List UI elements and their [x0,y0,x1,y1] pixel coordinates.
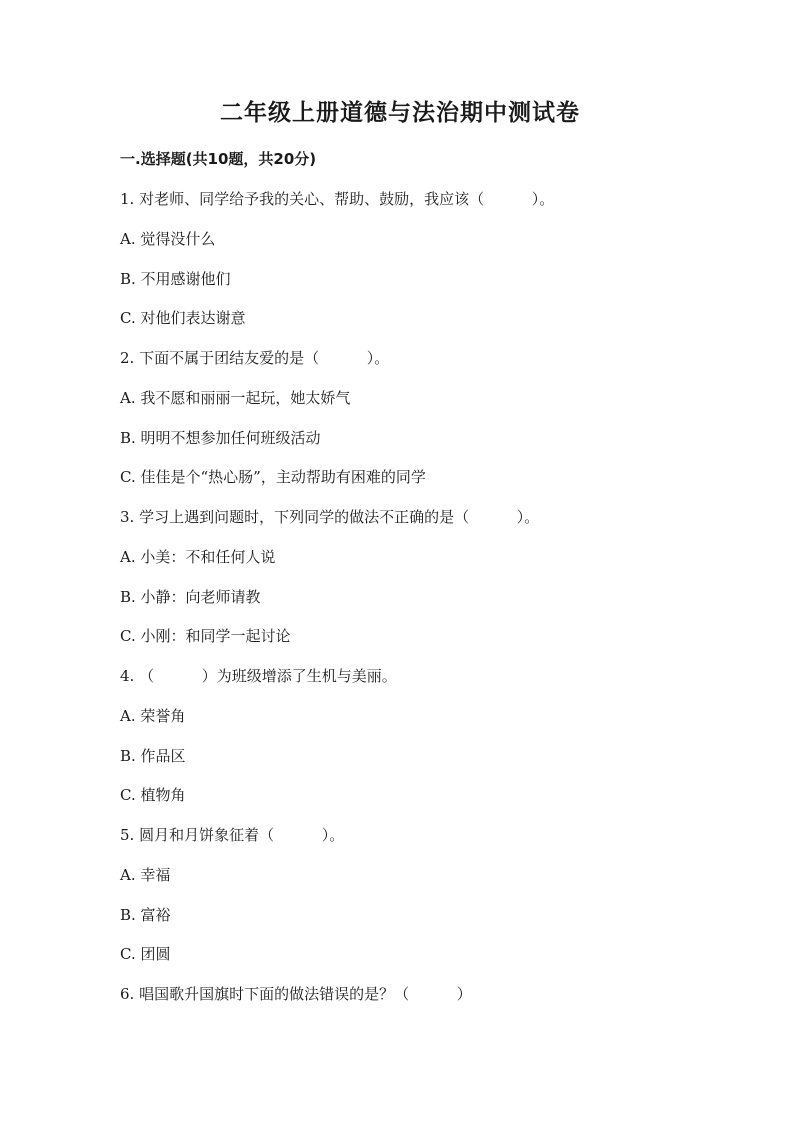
question-3-option-a: A. 小美：不和任何人说 [120,548,276,566]
question-2-stem: 2. 下面不属于团结友爱的是（ ）。 [120,349,390,367]
question-4-stem: 4. （ ）为班级增添了生机与美丽。 [120,667,397,685]
question-1-option-a: A. 觉得没什么 [120,230,216,248]
question-1-option-b: B. 不用感谢他们 [120,270,231,288]
question-5-option-c: C. 团圆 [120,945,171,963]
section-heading: 一.选择题(共10题，共20分) [120,150,317,168]
question-3-option-b: B. 小静：向老师请教 [120,588,261,606]
question-5-option-a: A. 幸福 [120,866,171,884]
question-2-option-c: C. 佳佳是个“热心肠”，主动帮助有困难的同学 [120,468,426,486]
question-4-option-c: C. 植物角 [120,786,186,804]
question-4-option-b: B. 作品区 [120,747,186,765]
page-title: 二年级上册道德与法治期中测试卷 [220,100,580,126]
question-2-option-a: A. 我不愿和丽丽一起玩，她太娇气 [120,389,351,407]
question-2-option-b: B. 明明不想参加任何班级活动 [120,429,321,447]
question-5-stem: 5. 圆月和月饼象征着（ ）。 [120,826,345,844]
question-6-stem: 6. 唱国歌升国旗时下面的做法错误的是？（ ） [120,985,472,1003]
question-3-option-c: C. 小刚：和同学一起讨论 [120,627,291,645]
question-1-stem: 1. 对老师、同学给予我的关心、帮助、鼓励，我应该（ ）。 [120,190,555,208]
question-4-option-a: A. 荣誉角 [120,707,186,725]
question-3-stem: 3. 学习上遇到问题时，下列同学的做法不正确的是（ ）。 [120,508,540,526]
question-1-option-c: C. 对他们表达谢意 [120,309,246,327]
question-5-option-b: B. 富裕 [120,906,171,924]
